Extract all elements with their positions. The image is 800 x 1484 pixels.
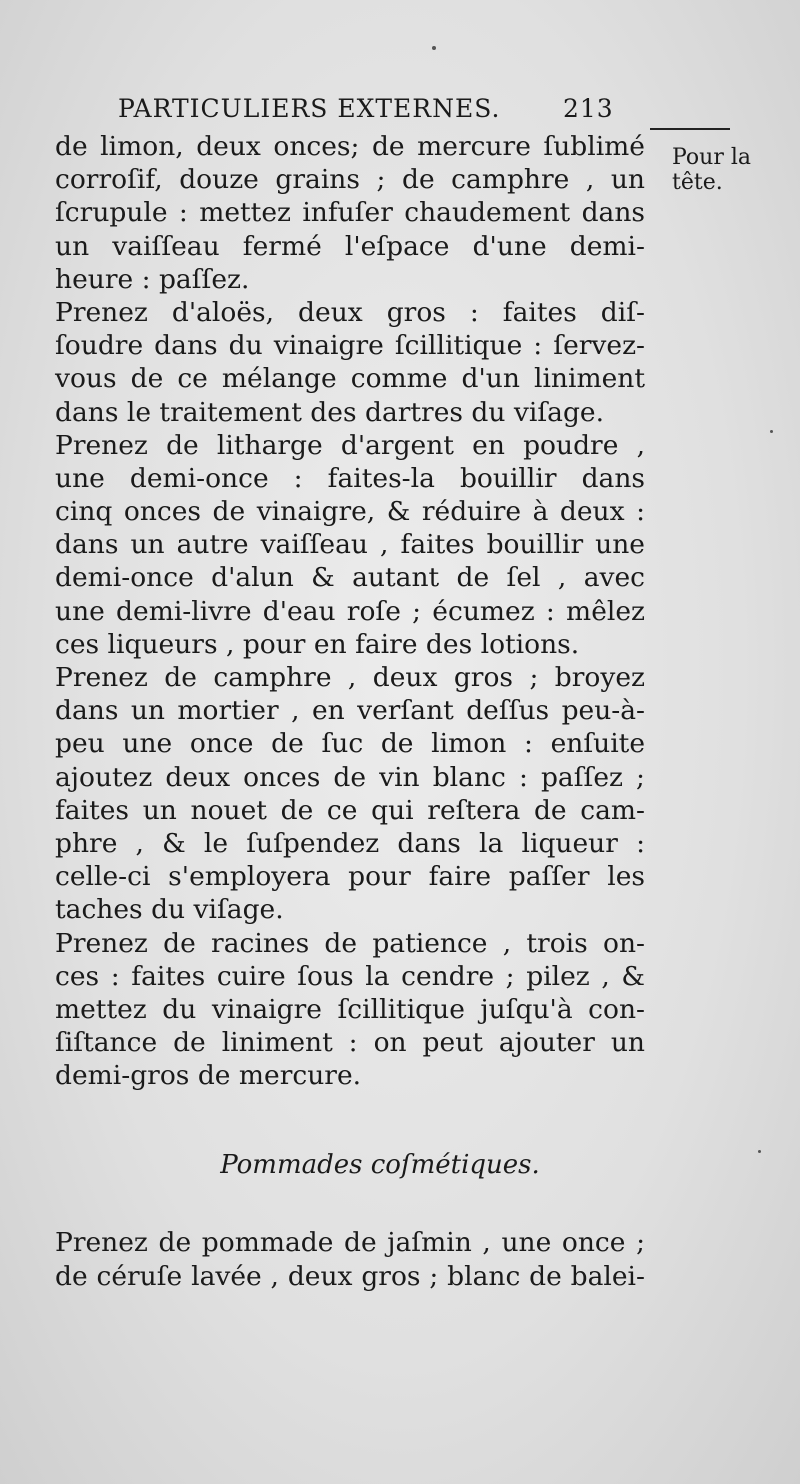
text-line: faites un nouet de ce qui reſtera de cam- [55, 794, 645, 826]
text-line: Prenez de pommade de jaſmin , une once ; [55, 1227, 645, 1259]
text-line: ſiſtance de liniment : on peut ajouter un [55, 1027, 645, 1059]
page-number: 213 [563, 94, 614, 123]
text-line: demi-gros de mercure. [55, 1060, 362, 1092]
ink-speck [432, 46, 436, 50]
text-line: dans un mortier , en verſant deſſus peu-à- [55, 695, 645, 727]
text-line: de céruſe lavée , deux gros ; blanc de balei- [55, 1260, 645, 1292]
running-header [118, 94, 658, 123]
text-line: Prenez de camphre , deux gros ; broyez [55, 662, 645, 693]
section-gap [55, 1092, 645, 1132]
text-line: Prenez d'aloës, deux gros : faites diſ- [55, 296, 645, 328]
text-line: corroſif, douze grains ; de camphre , un [55, 164, 645, 196]
text-line: Prenez de racines de patience , trois on- [55, 927, 645, 959]
text-line: celle-ci s'employera pour faire paſſer les [55, 861, 645, 893]
text-line: une demi-livre d'eau roſe ; écumez : mêlez [55, 595, 645, 627]
margin-note-line-2: tête. [672, 170, 723, 195]
text-line: mettez du vinaigre ſcillitique juſqu'à con- [55, 993, 645, 1025]
margin-rule [650, 128, 730, 130]
margin-note [672, 145, 752, 195]
text-line: de limon, deux onces; de mercure ſublimé [55, 131, 645, 162]
ink-speck [770, 430, 773, 433]
section-heading: Pommades coſmétiques. [220, 1150, 540, 1181]
text-line: dans le traitement des dartres du viſage. [55, 396, 605, 428]
text-line: un vaiſſeau fermé l'eſpace d'une demi- [55, 230, 645, 262]
text-line: phre , & le ſuſpendez dans la liqueur : [55, 827, 645, 859]
text-line: demi-once d'alun & autant de ſel , avec [55, 562, 645, 594]
text-line: ces : faites cuire ſous la cendre ; pilez , & [55, 960, 645, 992]
running-title: PARTICULIERS EXTERNES. [118, 94, 501, 123]
page-body [55, 130, 645, 1293]
ink-speck [758, 1150, 761, 1153]
text-line: vous de ce mélange comme d'un liniment [55, 363, 645, 395]
text-line: ces liqueurs , pour en faire des lotions. [55, 628, 580, 660]
text-line: peu une once de ſuc de limon : enſuite [55, 728, 645, 760]
text-line: ſcrupule : mettez infuſer chaudement dans [55, 197, 645, 229]
margin-note-line-1: Pour la [672, 145, 751, 170]
text-line: Prenez de litharge d'argent en poudre , [55, 429, 645, 461]
text-line: ſoudre dans du vinaigre ſcillitique : ſervez- [55, 330, 645, 362]
text-line: ajoutez deux onces de vin blanc : paſſez ; [55, 761, 645, 793]
section-gap [55, 1198, 645, 1226]
text-line: heure : paſſez. [55, 263, 250, 295]
text-line: taches du viſage. [55, 894, 284, 926]
text-line: dans un autre vaiſſeau , faites bouillir une [55, 529, 645, 561]
text-line: cinq onces de vinaigre, & réduire à deux : [55, 496, 645, 528]
text-line: une demi-once : faites-la bouillir dans [55, 462, 645, 494]
